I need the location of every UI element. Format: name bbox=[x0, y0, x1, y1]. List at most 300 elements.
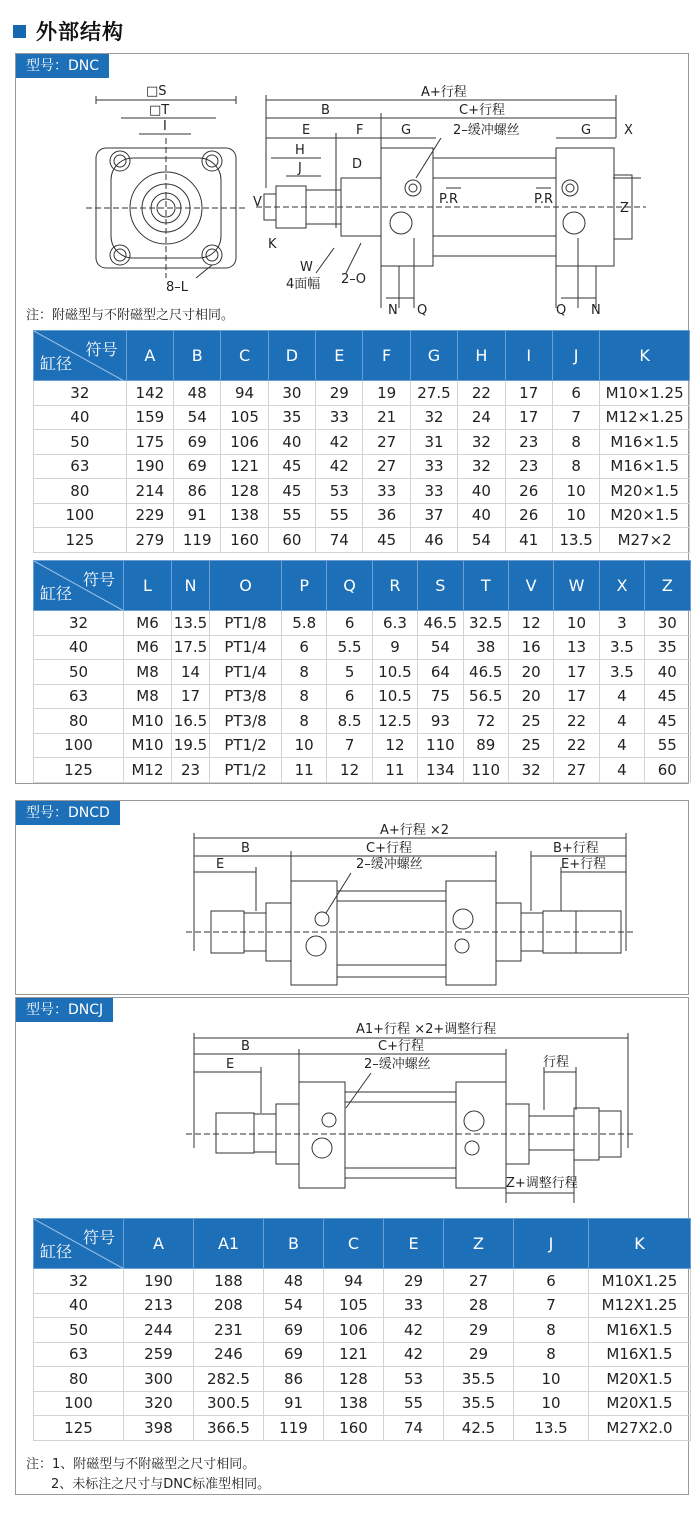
table-cell: 3.5 bbox=[599, 660, 644, 685]
table-cell: 320 bbox=[124, 1391, 194, 1416]
table-cell: 40 bbox=[458, 479, 505, 504]
table-cell: 4 bbox=[599, 684, 644, 709]
table-row bbox=[34, 1318, 691, 1343]
table-cell: 8 bbox=[514, 1318, 589, 1343]
corner-label-bore: 缸径 bbox=[40, 1242, 73, 1261]
table-cell: 17 bbox=[172, 684, 210, 709]
table2-col-header: S bbox=[418, 561, 463, 611]
table-cell: 33 bbox=[384, 1293, 444, 1318]
table-row bbox=[34, 430, 690, 455]
table-cell: 213 bbox=[124, 1293, 194, 1318]
corner-label-bore: 缸径 bbox=[40, 584, 73, 603]
table-cell: 8 bbox=[282, 660, 327, 685]
table-cell: 86 bbox=[264, 1367, 324, 1392]
table-cell: 6 bbox=[514, 1269, 589, 1294]
table-cell: 22 bbox=[554, 733, 599, 758]
table-cell: 45 bbox=[645, 709, 690, 734]
table-cell: 11 bbox=[282, 758, 327, 783]
table-cell: 29 bbox=[384, 1269, 444, 1294]
table-cell: 5.5 bbox=[327, 635, 372, 660]
table-cell: 40 bbox=[645, 660, 690, 685]
table-cell: 60 bbox=[268, 528, 315, 553]
table-cell: 208 bbox=[194, 1293, 264, 1318]
table-cell: 8 bbox=[282, 684, 327, 709]
table2-col-header: W bbox=[554, 561, 599, 611]
table-cell: 10 bbox=[282, 733, 327, 758]
table-cell: 6 bbox=[552, 381, 599, 406]
table-cell: 6 bbox=[327, 611, 372, 636]
dncj-label-b: B bbox=[241, 1039, 250, 1054]
table-cell: 106 bbox=[221, 430, 268, 455]
table-cell: 17 bbox=[554, 660, 599, 685]
table-cell: 4 bbox=[599, 758, 644, 783]
dncd-label-e: E bbox=[216, 857, 225, 872]
dnc-drawing bbox=[16, 78, 690, 328]
table-cell: M8 bbox=[124, 660, 172, 685]
table-cell: M10X1.25 bbox=[589, 1269, 691, 1294]
table-cell: 94 bbox=[324, 1269, 384, 1294]
table-cell: 93 bbox=[418, 709, 463, 734]
table-cell: 12 bbox=[508, 611, 553, 636]
table-cell: M16×1.5 bbox=[600, 454, 690, 479]
table-cell: 69 bbox=[174, 454, 221, 479]
table-cell: 38 bbox=[463, 635, 508, 660]
table-cell: 25 bbox=[508, 709, 553, 734]
table-cell: M20X1.5 bbox=[589, 1367, 691, 1392]
table-cell: 246 bbox=[194, 1342, 264, 1367]
table-cell: 35 bbox=[268, 405, 315, 430]
table-cell: M20X1.5 bbox=[589, 1391, 691, 1416]
table-cell: 40 bbox=[34, 635, 124, 660]
table-cell: 26 bbox=[505, 503, 552, 528]
dnc-label-z: Z bbox=[620, 201, 629, 216]
table-cell: 50 bbox=[34, 1318, 124, 1343]
table-cell: 7 bbox=[552, 405, 599, 430]
table-cell: 45 bbox=[268, 454, 315, 479]
table-cell: 45 bbox=[268, 479, 315, 504]
dnc-label-j: J bbox=[298, 161, 302, 176]
table2-header-row bbox=[34, 561, 691, 611]
dnc-label-a-stroke: A+行程 bbox=[421, 85, 467, 100]
table-cell: 56.5 bbox=[463, 684, 508, 709]
table-cell: 128 bbox=[324, 1367, 384, 1392]
table-cell: 10 bbox=[514, 1391, 589, 1416]
table-cell: 35.5 bbox=[444, 1391, 514, 1416]
table-cell: 27 bbox=[554, 758, 599, 783]
table3-col-header: C bbox=[324, 1219, 384, 1269]
dnc-label-h: H bbox=[295, 143, 305, 158]
table-cell: M10×1.25 bbox=[600, 381, 690, 406]
dnc-label-g2: G bbox=[581, 123, 592, 138]
table-cell: 19 bbox=[363, 381, 410, 406]
table-cell: 12 bbox=[327, 758, 372, 783]
dnc-label-pr: P.R bbox=[439, 192, 458, 207]
table-cell: 33 bbox=[363, 479, 410, 504]
table3-col-header: K bbox=[589, 1219, 691, 1269]
dncd-label-b: B bbox=[241, 841, 250, 856]
dnc-label-d: D bbox=[352, 157, 363, 172]
table-cell: 27 bbox=[444, 1269, 514, 1294]
table-cell: 35 bbox=[645, 635, 690, 660]
dnc-label-c-stroke: C+行程 bbox=[459, 103, 505, 118]
dncj-model-tag: 型号：DNCJ bbox=[16, 998, 113, 1022]
table-cell: 33 bbox=[410, 454, 457, 479]
dncj-panel bbox=[15, 997, 689, 1495]
table-row bbox=[34, 635, 691, 660]
table-cell: 12 bbox=[372, 733, 417, 758]
table-cell: 160 bbox=[324, 1416, 384, 1441]
table-cell: 42 bbox=[316, 430, 363, 455]
table-cell: 175 bbox=[126, 430, 173, 455]
table-cell: 3 bbox=[599, 611, 644, 636]
table3-col-header: A1 bbox=[194, 1219, 264, 1269]
dnc-label-g: G bbox=[401, 123, 412, 138]
table2-col-header: P bbox=[282, 561, 327, 611]
table-cell: 125 bbox=[34, 1416, 124, 1441]
dnc-label-t: □T bbox=[149, 103, 170, 118]
table3-col-header: E bbox=[384, 1219, 444, 1269]
dncj-note-2: 2、未标注之尺寸与DNC标准型相同。 bbox=[51, 1477, 271, 1492]
table-cell: 10 bbox=[554, 611, 599, 636]
table-cell: 259 bbox=[124, 1342, 194, 1367]
table-cell: 48 bbox=[264, 1269, 324, 1294]
table-cell: 11 bbox=[372, 758, 417, 783]
table-cell: 69 bbox=[264, 1342, 324, 1367]
table-cell: 279 bbox=[126, 528, 173, 553]
table-row bbox=[34, 1416, 691, 1441]
table-cell: M12X1.25 bbox=[589, 1293, 691, 1318]
table-cell: 63 bbox=[34, 1342, 124, 1367]
dnc-label-n2: N bbox=[591, 303, 601, 318]
table-cell: 121 bbox=[221, 454, 268, 479]
table-row bbox=[34, 381, 690, 406]
table2-col-header: T bbox=[463, 561, 508, 611]
table-cell: 300.5 bbox=[194, 1391, 264, 1416]
table-cell: 40 bbox=[34, 405, 127, 430]
dnc-label-i: I bbox=[163, 119, 167, 134]
table-cell: 42 bbox=[384, 1342, 444, 1367]
table-cell: 17.5 bbox=[172, 635, 210, 660]
table3-col-header: B bbox=[264, 1219, 324, 1269]
dnc-label-n: N bbox=[388, 303, 398, 318]
table2-corner-header bbox=[34, 561, 124, 611]
table-cell: 121 bbox=[324, 1342, 384, 1367]
table-cell: 23 bbox=[505, 430, 552, 455]
table-cell: 55 bbox=[645, 733, 690, 758]
table-cell: 19.5 bbox=[172, 733, 210, 758]
table-cell: 20 bbox=[508, 660, 553, 685]
table-cell: 5.8 bbox=[282, 611, 327, 636]
table-cell: 110 bbox=[418, 733, 463, 758]
table-cell: 10.5 bbox=[372, 684, 417, 709]
table-cell: PT1/8 bbox=[210, 611, 282, 636]
table-cell: 7 bbox=[514, 1293, 589, 1318]
table-cell: 100 bbox=[34, 503, 127, 528]
table-cell: 282.5 bbox=[194, 1367, 264, 1392]
table-cell: 80 bbox=[34, 1367, 124, 1392]
table-cell: 23 bbox=[172, 758, 210, 783]
table-row bbox=[34, 1342, 691, 1367]
table-cell: 8 bbox=[552, 430, 599, 455]
table-cell: 190 bbox=[124, 1269, 194, 1294]
table1-col-header: F bbox=[363, 331, 410, 381]
table2-col-header: R bbox=[372, 561, 417, 611]
table-cell: 142 bbox=[126, 381, 173, 406]
table-cell: 24 bbox=[458, 405, 505, 430]
table-cell: 30 bbox=[645, 611, 690, 636]
table-cell: M12×1.25 bbox=[600, 405, 690, 430]
table-row bbox=[34, 528, 690, 553]
table-row bbox=[34, 684, 691, 709]
header-square-icon bbox=[13, 25, 26, 38]
dncd-label-e2: E+行程 bbox=[561, 857, 607, 872]
dncj-label-c: C+行程 bbox=[378, 1039, 424, 1054]
table2-col-header: X bbox=[599, 561, 644, 611]
table-cell: 4 bbox=[599, 733, 644, 758]
table-cell: M16X1.5 bbox=[589, 1342, 691, 1367]
table-cell: 54 bbox=[264, 1293, 324, 1318]
table-cell: 110 bbox=[463, 758, 508, 783]
table-cell: 26 bbox=[505, 479, 552, 504]
table-cell: 48 bbox=[174, 381, 221, 406]
table-row bbox=[34, 1367, 691, 1392]
table-cell: 42 bbox=[384, 1318, 444, 1343]
dnc-table-1 bbox=[33, 330, 690, 553]
table-cell: 16.5 bbox=[172, 709, 210, 734]
table-cell: 119 bbox=[174, 528, 221, 553]
table-cell: 54 bbox=[458, 528, 505, 553]
table-cell: 22 bbox=[458, 381, 505, 406]
table-row bbox=[34, 454, 690, 479]
table-cell: 10 bbox=[552, 503, 599, 528]
dncj-label-a1: A1+行程 ×2+调整行程 bbox=[356, 1022, 497, 1037]
table3-col-header: J bbox=[514, 1219, 589, 1269]
table2-col-header: V bbox=[508, 561, 553, 611]
table-cell: 27 bbox=[363, 454, 410, 479]
table1-col-header: A bbox=[126, 331, 173, 381]
dnc-label-e: E bbox=[302, 123, 311, 138]
dnc-label-s: □S bbox=[146, 84, 167, 99]
table-cell: 29 bbox=[316, 381, 363, 406]
corner-label-symbol: 符号 bbox=[85, 340, 118, 359]
table-cell: 17 bbox=[505, 405, 552, 430]
table-cell: 30 bbox=[268, 381, 315, 406]
table-cell: 33 bbox=[316, 405, 363, 430]
table-cell: 12.5 bbox=[372, 709, 417, 734]
dnc-label-b: B bbox=[321, 103, 330, 118]
table-cell: 75 bbox=[418, 684, 463, 709]
table-cell: 64 bbox=[418, 660, 463, 685]
dncd-label-a: A+行程 ×2 bbox=[380, 823, 450, 838]
dnc-table-2 bbox=[33, 560, 691, 783]
dnc-label-x: X bbox=[624, 123, 633, 138]
dnc-label-f: F bbox=[356, 123, 364, 138]
table2-col-header: L bbox=[124, 561, 172, 611]
table-cell: M8 bbox=[124, 684, 172, 709]
table-row bbox=[34, 1269, 691, 1294]
table-cell: 4 bbox=[599, 709, 644, 734]
table3-col-header: Z bbox=[444, 1219, 514, 1269]
table-cell: 5 bbox=[327, 660, 372, 685]
table-cell: 106 bbox=[324, 1318, 384, 1343]
table-cell: 29 bbox=[444, 1318, 514, 1343]
table-cell: 40 bbox=[458, 503, 505, 528]
table-cell: 7 bbox=[327, 733, 372, 758]
table3-corner-header bbox=[34, 1219, 124, 1269]
table2-col-header: O bbox=[210, 561, 282, 611]
table-cell: 134 bbox=[418, 758, 463, 783]
dncd-drawing bbox=[16, 801, 690, 996]
table-cell: 22 bbox=[554, 709, 599, 734]
table-cell: 74 bbox=[384, 1416, 444, 1441]
table-row bbox=[34, 758, 691, 783]
table-cell: 23 bbox=[505, 454, 552, 479]
table1-header-row bbox=[34, 331, 690, 381]
table1-col-header: K bbox=[600, 331, 690, 381]
table1-col-header: C bbox=[221, 331, 268, 381]
table1-corner-header bbox=[34, 331, 127, 381]
table1-col-header: G bbox=[410, 331, 457, 381]
table-cell: 55 bbox=[384, 1391, 444, 1416]
table-row bbox=[34, 479, 690, 504]
table-cell: 25 bbox=[508, 733, 553, 758]
table-row bbox=[34, 1391, 691, 1416]
dnc-label-8l: 8–L bbox=[166, 280, 189, 295]
table1-col-header: E bbox=[316, 331, 363, 381]
corner-label-symbol: 符号 bbox=[82, 570, 115, 589]
table-cell: 8 bbox=[552, 454, 599, 479]
table-cell: 45 bbox=[363, 528, 410, 553]
table-cell: 32 bbox=[34, 381, 127, 406]
table-cell: 50 bbox=[34, 660, 124, 685]
table-cell: 14 bbox=[172, 660, 210, 685]
table-cell: 13.5 bbox=[514, 1416, 589, 1441]
table-cell: 125 bbox=[34, 528, 127, 553]
table-cell: 138 bbox=[221, 503, 268, 528]
table-cell: 100 bbox=[34, 733, 124, 758]
table3-col-header: A bbox=[124, 1219, 194, 1269]
corner-label-bore: 缸径 bbox=[40, 354, 73, 373]
table-cell: M6 bbox=[124, 635, 172, 660]
dnc-label-v: V bbox=[253, 195, 262, 210]
table1-col-header: H bbox=[458, 331, 505, 381]
dncj-drawing bbox=[16, 998, 690, 1203]
table-cell: 231 bbox=[194, 1318, 264, 1343]
table-cell: 50 bbox=[34, 430, 127, 455]
table-cell: 138 bbox=[324, 1391, 384, 1416]
table-cell: 16 bbox=[508, 635, 553, 660]
table-cell: 41 bbox=[505, 528, 552, 553]
table-cell: 229 bbox=[126, 503, 173, 528]
table-cell: 244 bbox=[124, 1318, 194, 1343]
table-cell: 105 bbox=[221, 405, 268, 430]
table3-header-row bbox=[34, 1219, 691, 1269]
table-cell: PT3/8 bbox=[210, 684, 282, 709]
dnc-note: 注：附磁型与不附磁型之尺寸相同。 bbox=[26, 308, 235, 323]
corner-label-symbol: 符号 bbox=[82, 1228, 115, 1247]
table-cell: 80 bbox=[34, 479, 127, 504]
table-cell: 55 bbox=[316, 503, 363, 528]
table2-col-header: N bbox=[172, 561, 210, 611]
table-cell: M12 bbox=[124, 758, 172, 783]
table-cell: 188 bbox=[194, 1269, 264, 1294]
table-cell: 45 bbox=[645, 684, 690, 709]
table-row bbox=[34, 503, 690, 528]
table-cell: 63 bbox=[34, 454, 127, 479]
table-cell: 86 bbox=[174, 479, 221, 504]
table-cell: 69 bbox=[264, 1318, 324, 1343]
table-cell: 17 bbox=[554, 684, 599, 709]
dncj-label-stroke: 行程 bbox=[543, 1055, 570, 1070]
table-cell: M10 bbox=[124, 733, 172, 758]
table-cell: 46.5 bbox=[463, 660, 508, 685]
table-cell: 119 bbox=[264, 1416, 324, 1441]
table-cell: PT1/2 bbox=[210, 733, 282, 758]
dnc-label-cushion: 2–缓冲螺丝 bbox=[453, 123, 520, 138]
table-cell: 20 bbox=[508, 684, 553, 709]
table1-col-header: I bbox=[505, 331, 552, 381]
table-cell: 6 bbox=[282, 635, 327, 660]
table-cell: 300 bbox=[124, 1367, 194, 1392]
table-cell: M6 bbox=[124, 611, 172, 636]
dnc-label-q: Q bbox=[417, 303, 428, 318]
table-cell: 9 bbox=[372, 635, 417, 660]
table-cell: 8 bbox=[282, 709, 327, 734]
table-cell: 10 bbox=[552, 479, 599, 504]
table2-col-header: Z bbox=[645, 561, 690, 611]
section-title: 外部结构 bbox=[36, 20, 124, 44]
table-cell: M20×1.5 bbox=[600, 503, 690, 528]
table-cell: 159 bbox=[126, 405, 173, 430]
table1-col-header: J bbox=[552, 331, 599, 381]
table-cell: 46 bbox=[410, 528, 457, 553]
table-cell: 13 bbox=[554, 635, 599, 660]
table-cell: 398 bbox=[124, 1416, 194, 1441]
dncd-model-tag: 型号：DNCD bbox=[16, 801, 120, 825]
dnc-label-w4: 4面幅 bbox=[286, 277, 321, 292]
table-cell: 36 bbox=[363, 503, 410, 528]
table-cell: 32 bbox=[410, 405, 457, 430]
dncd-panel bbox=[15, 800, 689, 995]
table-cell: 8 bbox=[514, 1342, 589, 1367]
table-cell: M27X2.0 bbox=[589, 1416, 691, 1441]
table-cell: 46.5 bbox=[418, 611, 463, 636]
table-cell: 28 bbox=[444, 1293, 514, 1318]
table-cell: 94 bbox=[221, 381, 268, 406]
table-cell: 10 bbox=[514, 1367, 589, 1392]
table-cell: 8.5 bbox=[327, 709, 372, 734]
table-cell: 13.5 bbox=[552, 528, 599, 553]
table-cell: 13.5 bbox=[172, 611, 210, 636]
dnc-label-pr2: P.R bbox=[534, 192, 553, 207]
dncj-table bbox=[33, 1218, 691, 1441]
table-cell: 366.5 bbox=[194, 1416, 264, 1441]
table-cell: 32 bbox=[34, 1269, 124, 1294]
dnc-label-w: W bbox=[300, 260, 313, 275]
table-cell: 32 bbox=[508, 758, 553, 783]
table-cell: 3.5 bbox=[599, 635, 644, 660]
table-cell: 32 bbox=[458, 430, 505, 455]
table-cell: 100 bbox=[34, 1391, 124, 1416]
table-cell: M16×1.5 bbox=[600, 430, 690, 455]
table-cell: 80 bbox=[34, 709, 124, 734]
table-cell: 33 bbox=[410, 479, 457, 504]
table-cell: 53 bbox=[316, 479, 363, 504]
table-cell: 6 bbox=[327, 684, 372, 709]
dncd-label-b2: B+行程 bbox=[553, 841, 599, 856]
table-cell: 54 bbox=[418, 635, 463, 660]
table-cell: 27 bbox=[363, 430, 410, 455]
